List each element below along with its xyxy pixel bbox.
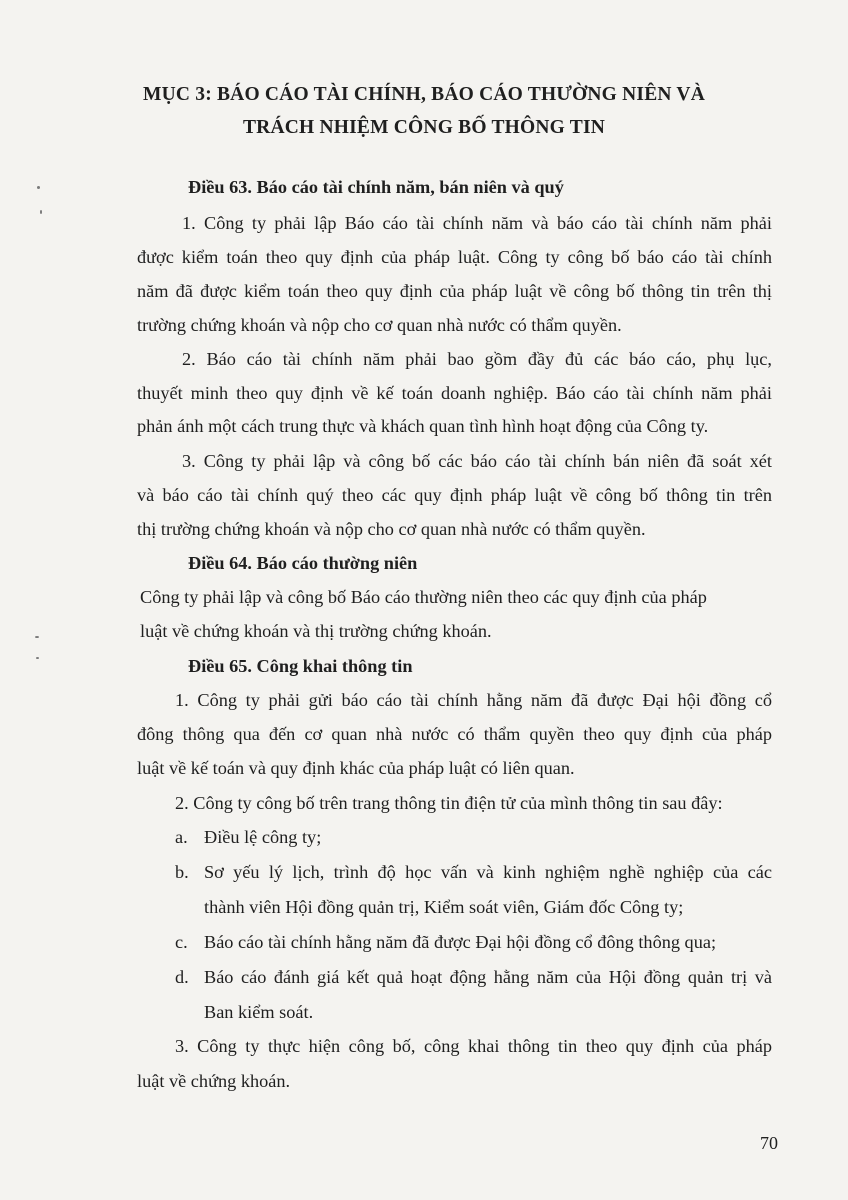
scan-speck [36,657,39,659]
item-c-marker: c. [175,932,188,952]
item-a-text: Điều lệ công ty; [204,827,322,847]
scan-speck [37,186,40,189]
article-65-p1-line-1: 1. Công ty phải gửi báo cáo tài chính hằng năm đã được Đại hội đồng cổ [175,690,772,710]
article-64-title: Điều 64. Báo cáo thường niên [188,553,418,573]
article-65-p1-line-2: đông thông qua đến cơ quan nhà nước có thẩm quyền theo quy định của pháp [137,724,772,744]
scan-speck [35,636,39,638]
article-65-p3-line-2: luật về chứng khoán. [137,1071,291,1091]
article-63-p2-line-1: 2. Báo cáo tài chính năm phải bao gồm đầy đủ các báo cáo, phụ lục, [182,349,772,369]
article-63-p1-line-3: năm đã được kiểm toán theo quy định của pháp luật về công bố thông tin trên thị [137,281,772,301]
section-heading-line-2: TRÁCH NHIỆM CÔNG BỐ THÔNG TIN [242,117,606,138]
article-64-body-line-2: luật về chứng khoán và thị trường chứng khoán. [140,621,492,641]
item-b-text-line-2: thành viên Hội đồng quản trị, Kiểm soát viên, Giám đốc Công ty; [204,897,684,917]
item-b-marker: b. [175,862,189,882]
item-c-text: Báo cáo tài chính hằng năm đã được Đại hội đồng cổ đông thông qua; [204,932,717,952]
item-d-text-line-1: Báo cáo đánh giá kết quả hoạt động hằng năm của Hội đồng quản trị và [204,967,772,987]
article-63-title: Điều 63. Báo cáo tài chính năm, bán niên và quý [188,177,564,197]
article-65-p3-line-1: 3. Công ty thực hiện công bố, công khai thông tin theo quy định của pháp [175,1036,772,1056]
section-heading-line-1: MỤC 3: BÁO CÁO TÀI CHÍNH, BÁO CÁO THƯỜNG NIÊN VÀ [143,84,705,105]
item-d-marker: d. [175,967,189,987]
article-63-p1-line-4: trường chứng khoán và nộp cho cơ quan nhà nước có thẩm quyền. [137,315,622,335]
item-a-marker: a. [175,827,188,847]
article-63-p1-line-2: được kiểm toán theo quy định của pháp luật. Công ty công bố báo cáo tài chính [137,247,772,267]
article-63-p3-line-1: 3. Công ty phải lập và công bố các báo cáo tài chính bán niên đã soát xét [182,451,772,471]
item-d-text-line-2: Ban kiểm soát. [204,1002,314,1022]
article-63-p1-line-1: 1. Công ty phải lập Báo cáo tài chính năm và báo cáo tài chính năm phải [182,213,772,233]
item-b-text-line-1: Sơ yếu lý lịch, trình độ học vấn và kinh nghiệm nghề nghiệp của các [204,862,772,882]
page-number: 70 [760,1133,778,1153]
article-63-p2-line-2: thuyết minh theo quy định về kế toán doanh nghiệp. Báo cáo tài chính năm phải [137,383,772,403]
scan-speck [40,210,42,214]
article-65-p2: 2. Công ty công bố trên trang thông tin điện tử của mình thông tin sau đây: [175,793,723,813]
article-64-body-line-1: Công ty phải lập và công bố Báo cáo thường niên theo các quy định của pháp [140,587,707,607]
article-63-p2-line-3: phản ánh một cách trung thực và khách quan tình hình hoạt động của Công ty. [137,416,709,436]
article-63-p3-line-2: và báo cáo tài chính quý theo các quy định pháp luật về công bố thông tin trên [137,485,772,505]
article-65-p1-line-3: luật về kế toán và quy định khác của pháp luật có liên quan. [137,758,575,778]
article-63-p3-line-3: thị trường chứng khoán và nộp cho cơ quan nhà nước có thẩm quyền. [137,519,646,539]
article-65-title: Điều 65. Công khai thông tin [188,656,413,676]
